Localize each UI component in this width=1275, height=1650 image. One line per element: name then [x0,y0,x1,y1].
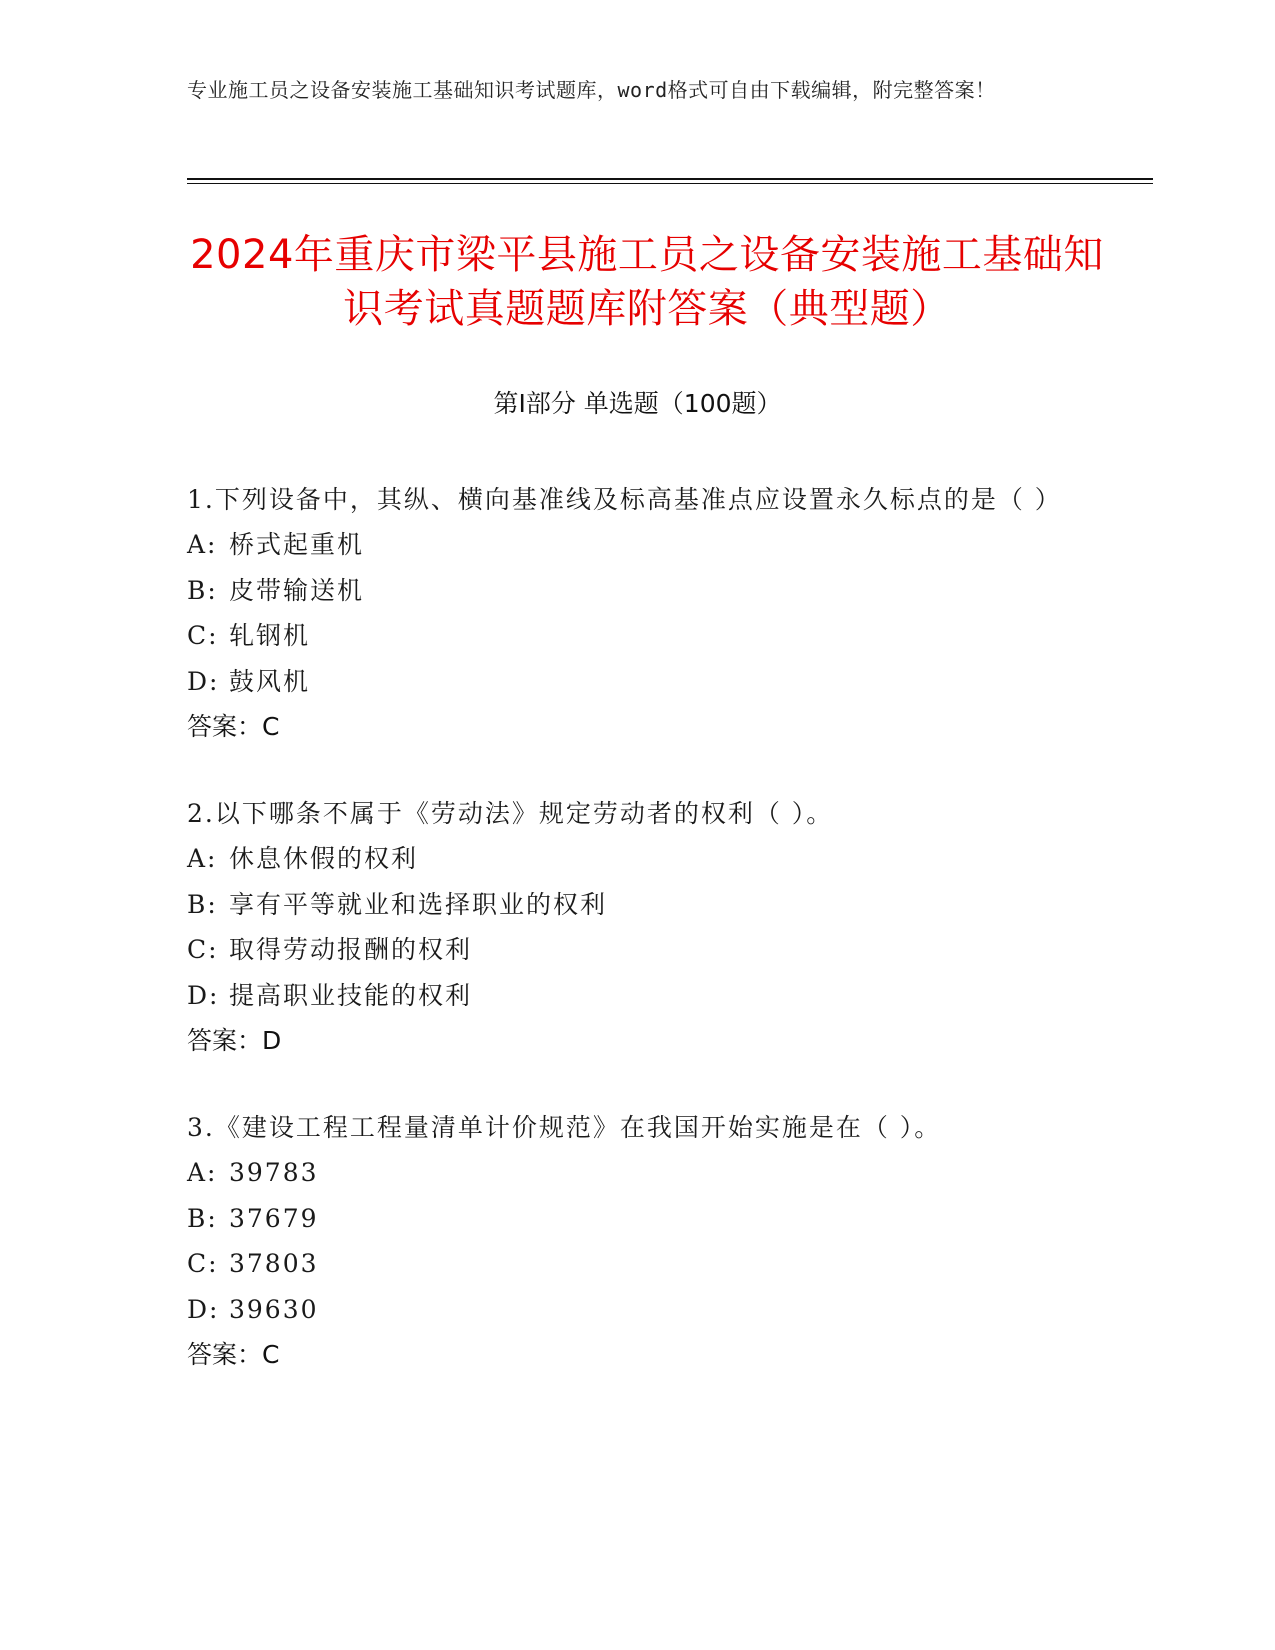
option-text: 39783 [229,1158,319,1187]
question-text: 3.《建设工程工程量清单计价规范》在我国开始实施是在（ ）。 [187,1113,942,1142]
option-a [187,836,1067,882]
option-key: D: [187,666,220,696]
option-key: D: [187,980,220,1010]
option-b [187,568,1067,614]
option-text: 桥式起重机 [229,530,365,559]
question-2 [187,791,1067,1063]
option-text: 取得劳动报酬的权利 [229,935,473,964]
option-d [187,973,1067,1019]
option-text: 37679 [229,1203,319,1233]
option-text: 休息休假的权利 [229,844,419,873]
answer: 答案：C [187,712,280,741]
header-note: 专业施工员之设备安装施工基础知识考试题库，word格式可自由下载编辑，附完整答案！ [187,78,996,102]
answer: 答案：D [187,1026,282,1055]
option-key: B: [187,889,218,919]
option-b [187,882,1067,928]
option-text: 轧钢机 [229,621,311,650]
question-1 [187,477,1067,749]
option-key: B: [187,575,218,605]
option-c [187,1241,1067,1287]
option-a [187,522,1067,568]
question-list [187,477,1067,1419]
option-text: 鼓风机 [229,666,311,696]
option-b [187,1196,1067,1242]
option-c [187,613,1067,659]
answer: 答案：C [187,1340,280,1369]
option-text: 皮带输送机 [229,575,365,605]
option-key: A: [187,1158,218,1187]
document-title: 2024年重庆市梁平县施工员之设备安装施工基础知识考试真题题库附答案（典型题） [190,232,1104,332]
option-key: B: [187,1203,218,1233]
option-key: C: [187,621,219,650]
option-key: D: [187,1294,220,1324]
option-c [187,927,1067,973]
option-text: 提高职业技能的权利 [229,980,473,1010]
option-key: C: [187,1249,219,1278]
option-text: 享有平等就业和选择职业的权利 [229,889,608,919]
question-text: 2.以下哪条不属于《劳动法》规定劳动者的权利（ ）。 [187,799,834,828]
option-text: 37803 [229,1249,319,1278]
option-d [187,659,1067,705]
option-key: C: [187,935,219,964]
question-3 [187,1105,1067,1377]
section-heading: 第Ⅰ部分 单选题（100题） [493,389,782,418]
option-key: A: [187,530,218,559]
header-divider-thick [187,178,1153,180]
header-divider-thin [187,183,1153,184]
option-text: 39630 [229,1294,319,1324]
option-key: A: [187,844,218,873]
option-d [187,1287,1067,1333]
question-text: 1.下列设备中，其纵、横向基准线及标高基准点应设置永久标点的是（ ） [187,485,1062,514]
option-a [187,1150,1067,1196]
